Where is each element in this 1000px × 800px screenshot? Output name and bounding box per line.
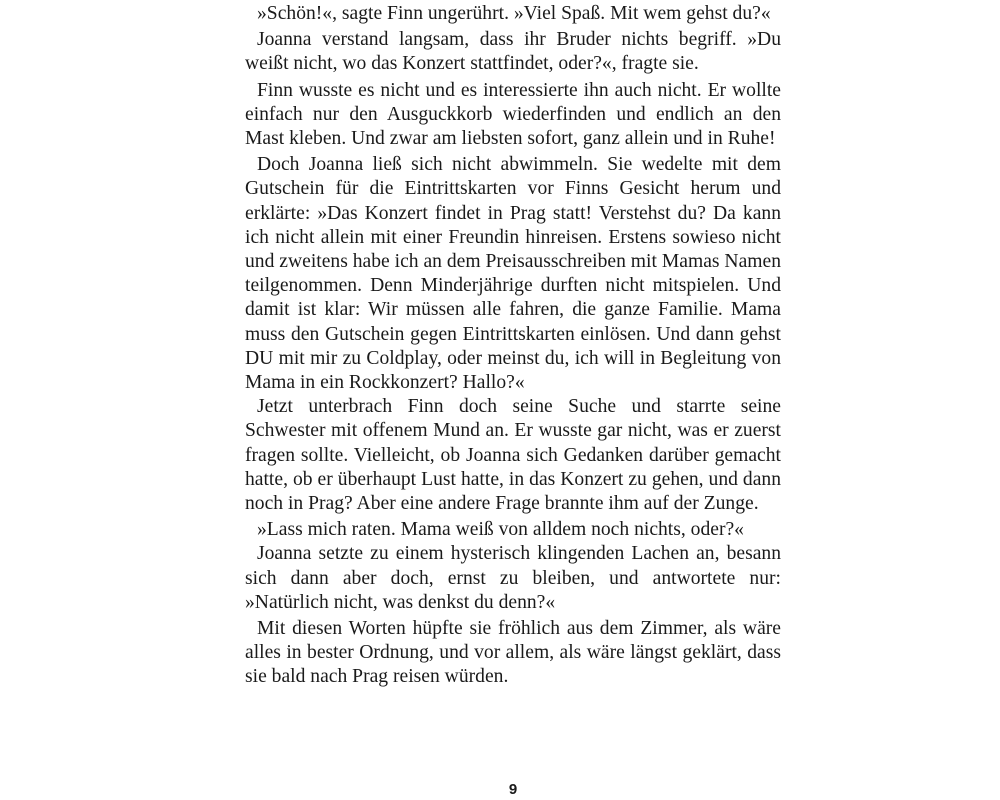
paragraph-6: »Lass mich raten. Mama weiß von alldem noch nichts, oder?« xyxy=(257,519,744,541)
paragraph-7: Joanna setzte zu einem hysterisch klingenden Lachen an, besann sich dann aber doch, ernst zu bleiben, und antwortete nur: »Natürlich nicht, was denkst du denn?« xyxy=(245,543,781,613)
paragraph-4: Doch Joanna ließ sich nicht abwimmeln. Sie wedelte mit dem Gutschein für die Eintrittskarten vor Finns Gesicht herum und erklärte: »Das Konzert findet in Prag statt! Verstehst du? Da kann ich nicht allein mit einer Freundin hinreisen. Erstens sowieso nicht und zweitens habe ich an dem Preisausschreiben mit Mamas Namen teilgenommen. Denn Minderjährige durften nicht mitspielen. Und damit ist klar: Wir müssen alle fahren, die ganze Familie. Mama muss den Gutschein gegen Eintrittskarten einlösen. Und dann gehst DU mit mir zu Coldplay, oder meinst du, ich will in Begleitung von Mama in ein Rockkonzert? Hallo?« xyxy=(245,154,781,394)
paragraph-2: Joanna verstand langsam, dass ihr Bruder nichts begriff. »Du weißt nicht, wo das Konzert stattfindet, oder?«, fragte sie. xyxy=(245,29,781,75)
page-number: 9 xyxy=(508,781,518,798)
paragraph-3: Finn wusste es nicht und es interessierte ihn auch nicht. Er wollte einfach nur den Ausguckkorb wiederfinden und endlich an den Mast kleben. Und zwar am liebsten sofort, ganz allein und in Ruhe! xyxy=(245,79,781,150)
book-page xyxy=(245,0,781,800)
paragraph-1: »Schön!«, sagte Finn ungerührt. »Viel Spaß. Mit wem gehst du?« xyxy=(257,3,771,24)
paragraph-5: Jetzt unterbrach Finn doch seine Suche und starrte seine Schwester mit offenem Mund an. Er wusste gar nicht, was er zuerst fragen sollte. Vielleicht, ob Joanna sich Gedanken darüber gemacht hatte, ob er überhaupt Lust hatte, in das Konzert zu gehen, und dann noch in Prag? Aber eine andere Frage brannte ihm auf der Zunge. xyxy=(245,396,781,515)
body-text xyxy=(245,2,781,690)
paragraph-8: Mit diesen Worten hüpfte sie fröhlich aus dem Zimmer, als wäre alles in bester Ordnung, und vor allem, als wäre längst geklärt, dass sie bald nach Prag reisen würden. xyxy=(245,618,781,688)
